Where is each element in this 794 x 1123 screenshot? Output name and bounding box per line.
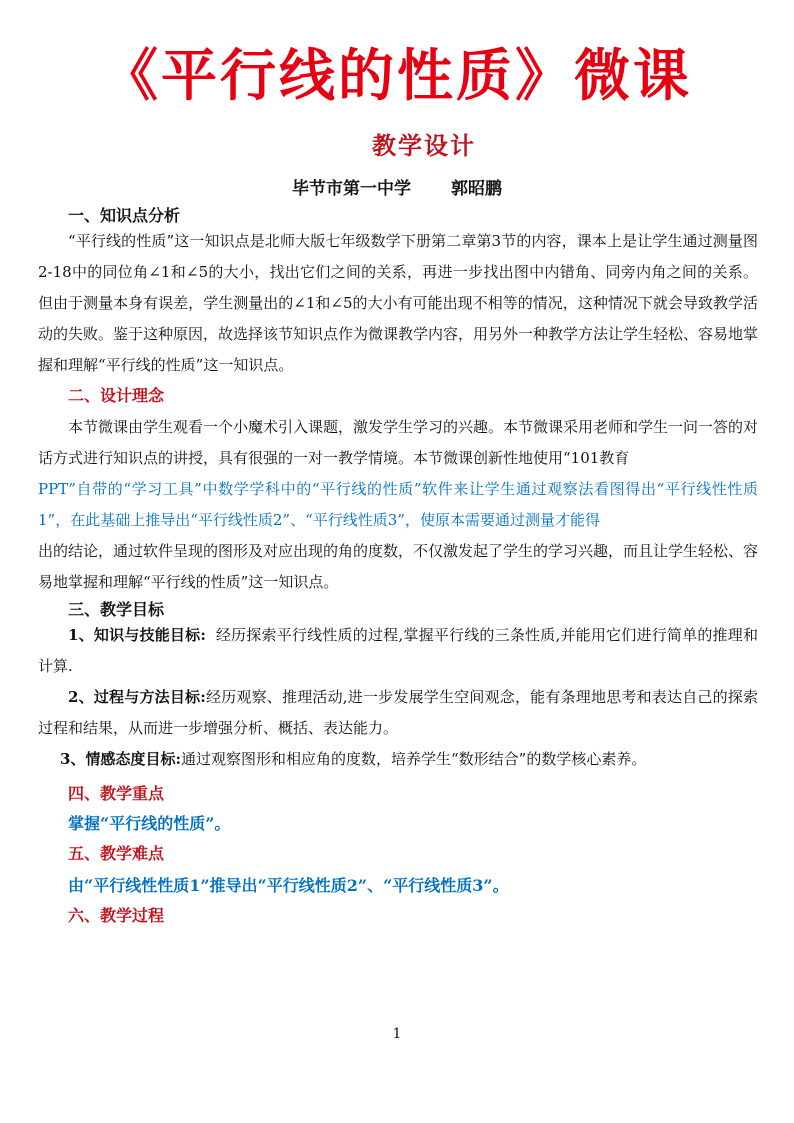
- section-3-heading: 三、教学目标: [68, 600, 165, 619]
- goal-2-label: 2、过程与方法目标:: [68, 688, 206, 706]
- document-subtitle: 教学设计: [372, 131, 476, 160]
- author-line: [0, 174, 794, 199]
- section-4-text: 掌握“平行线的性质”。: [68, 814, 231, 833]
- section-2-text-part1: 本节微课由学生观看一个小魔术引入课题，激发学生学习的兴趣。本节微课采用老师和学生一问一答的对话方式进行知识点的讲授，具有很强的一对一教学情境。本节微课创新性地使用“101教育: [38, 418, 759, 467]
- goal-2-text: 经历观察、推理活动,进一步发展学生空间观念，能有条理地思考和表达自己的探索过程和结果，从而进一步增强分析、概括、表达能力。: [38, 688, 758, 737]
- section-1-text: “平行线的性质”这一知识点是北师大版七年级数学下册第二章第3节的内容，课本上是让学生通过测量图2-18中的同位角∠1和∠5的大小，找出它们之间的关系，再进一步找出图中内错角、同旁内角之间的关系。但由于测量本身有误差，学生测量出的∠1和∠5的大小有可能出现不相等的情况，这种情况下就会导致教学活动的失败。鉴于这种原因，故选择该节知识点作为微课教学内容，用另外一种教学方法让学生轻松、容易地掌握和理解“平行线的性质”这一知识点。: [38, 232, 759, 374]
- section-1-heading: 一、知识点分析: [68, 206, 181, 225]
- section-6-heading: 六、教学过程: [68, 906, 165, 925]
- goal-3: [60, 744, 758, 775]
- school-name: 毕节市第一中学: [292, 179, 411, 199]
- goal-3-text: 通过观察图形和相应角的度数，培养学生“数形结合”的数学核心素养。: [180, 750, 647, 768]
- goal-2: [38, 682, 758, 744]
- document-title: 《平行线的性质》微课: [102, 43, 692, 109]
- page-number: 1: [392, 1026, 402, 1042]
- section-4-heading: 四、教学重点: [68, 784, 165, 803]
- section-2-heading: 二、设计理念: [68, 386, 165, 405]
- goal-3-label: 3、情感态度目标:: [60, 750, 181, 768]
- goal-1-text: 经历探索平行线性质的过程,掌握平行线的三条性质,并能用它们进行简单的推理和计算.: [38, 626, 758, 675]
- section-2-text-part2: PPT”自带的“学习工具”中数学学科中的“平行线的性质”软件来让学生通过观察法看图得出“平行线性性质1”，在此基础上推导出“平行线性质2”、“平行线性质3”，使原本需要通过测量才能得: [38, 480, 758, 529]
- section-5-text: 由“平行线性性质1”推导出“平行线性质2”、“平行线性质3”。: [68, 876, 509, 895]
- goal-1: [38, 620, 758, 682]
- author-name: 郭昭鹏: [451, 179, 502, 199]
- section-2-text-part3: 出的结论，通过软件呈现的图形及对应出现的角的度数，不仅激发起了学生的学习兴趣，而且让学生轻松、容易地掌握和理解“平行线的性质”这一知识点。: [38, 542, 759, 591]
- goal-1-label: 1、知识与技能目标:: [68, 626, 206, 644]
- section-5-heading: 五、教学难点: [68, 844, 165, 863]
